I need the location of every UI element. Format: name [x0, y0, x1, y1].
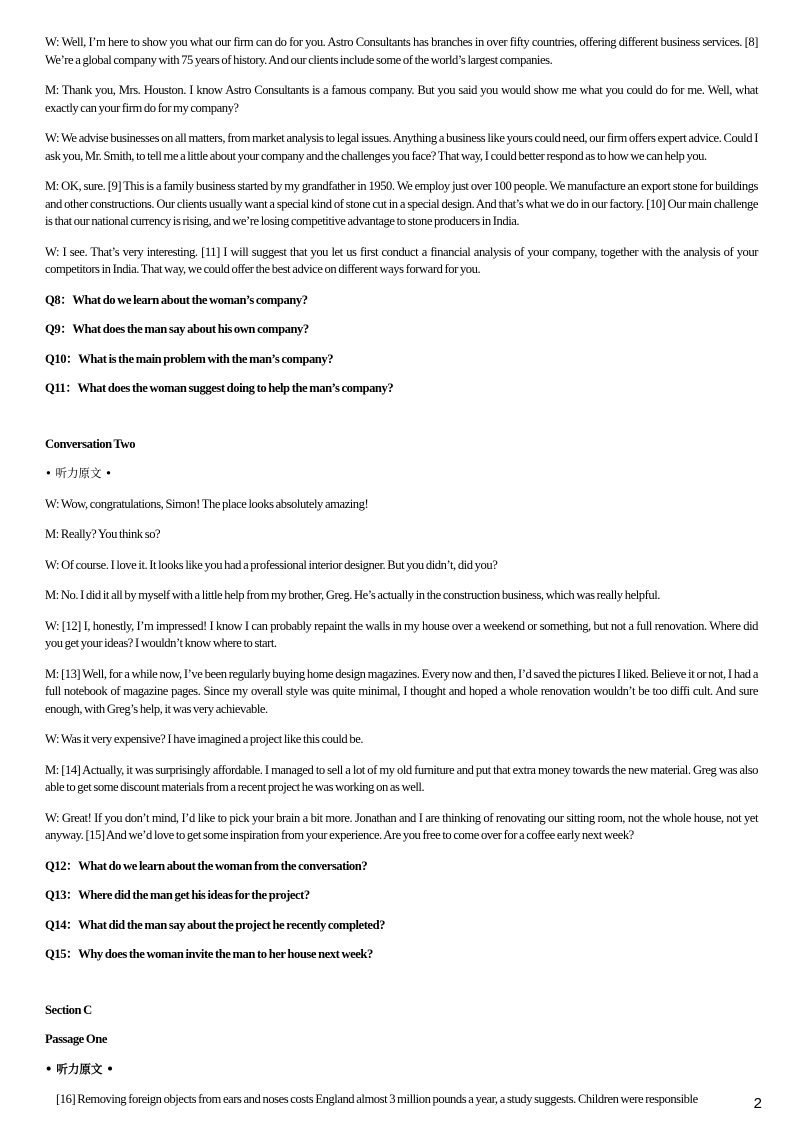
dialogue-line: M: Really? You think so? — [45, 527, 161, 541]
question-q12: Q12：What do we learn about the woman from the conversation? — [45, 858, 368, 873]
page-content — [45, 34, 758, 1122]
dialogue-line: W: Wow, congratulations, Simon! The place looks absolutely amazing! — [45, 496, 369, 511]
spacer — [45, 976, 758, 1002]
question-q8: Q8：What do we learn about the woman’s company? — [45, 292, 308, 307]
question-q11: Q11：What does the woman suggest doing to help the man’s company? — [45, 381, 394, 395]
passage-one-heading: Passage One — [45, 1032, 107, 1046]
page-number: 2 — [753, 1095, 762, 1112]
dialogue-line: M: [14] Actually, it was surprisingly affordable. I managed to sell a lot of my old furniture and put that extra money towards the new material. Greg was also able to get some discount materials from a recent project he was working on as well. — [45, 762, 758, 794]
dialogue-line: M: No. I did it all by myself with a little help from my brother, Greg. He’s actually in the construction business, which was really helpful. — [45, 588, 660, 602]
transcript-marker: • 听力原文 • — [45, 1061, 114, 1076]
conversation-two-heading: Conversation Two — [45, 436, 136, 451]
dialogue-line: W: Well, I’m here to show you what our firm can do for you. Astro Consultants has branches in over fifty countries, offering different business services. [8] We’re a global company with 75 years of history. And our clients include some of the world’s largest companies. — [45, 35, 758, 67]
dialogue-line: W: Was it very expensive? I have imagined a project like this could be. — [45, 732, 364, 746]
question-q10: Q10：What is the main problem with the man’s company? — [45, 351, 334, 366]
question-q15: Q15：Why does the woman invite the man to her house next week? — [45, 947, 373, 961]
dialogue-line: W: Great! If you don’t mind, I’d like to pick your brain a bit more. Jonathan and I are thinking of renovating our sitting room, not the whole house, not yet anyway. [15] And we’d love to get some inspiration from your experience. Are you free to come over for a coffee early next week? — [45, 810, 758, 842]
dialogue-line: W: I see. That’s very interesting. [11] I will suggest that you let us first conduct a financial analysis of your company, together with the analysis of your competitors in India. That way, we could offer the best advice on different ways forward for you. — [45, 244, 758, 276]
section-c-heading: Section C — [45, 1002, 92, 1017]
spacer — [45, 410, 758, 436]
passage-text: [16] Removing foreign objects from ears and noses costs England almost 3 million pounds a year, a study suggests. Children were responsible — [56, 1092, 698, 1106]
dialogue-line: W: [12] I, honestly, I’m impressed! I know I can probably repaint the walls in my house over a weekend or something, but not a full renovation. Where did you get your ideas? I wouldn’t know where to start. — [45, 618, 758, 650]
dialogue-line: W: We advise businesses on all matters, from market analysis to legal issues. Anything a business like yours could need, our firm offers expert advice. Could I ask you, Mr. Smith, to tell me a little about your company and the challenges you face? That way, I could better respond as to how we can help you. — [45, 131, 758, 163]
transcript-marker: • 听力原文 • — [45, 466, 112, 480]
question-q9: Q9：What does the man say about his own company? — [45, 322, 309, 336]
question-q14: Q14：What did the man say about the project he recently completed? — [45, 917, 385, 932]
dialogue-line: W: Of course. I love it. It looks like you had a professional interior designer. But you didn’t, did you? — [45, 557, 498, 572]
question-q13: Q13：Where did the man get his ideas for the project? — [45, 888, 310, 902]
dialogue-line: M: Thank you, Mrs. Houston. I know Astro Consultants is a famous company. But you said you would show me what you could do for me. Well, what exactly can your firm do for my company? — [45, 83, 758, 115]
dialogue-line: M: OK, sure. [9] This is a family business started by my grandfather in 1950. We employ just over 100 people. We manufacture an export stone for buildings and other constructions. Our clients usually want a special kind of stone cut in a special design. And that’s what we do in our factory. [10] Our main challenge is that our national currency is rising, and we’re losing competitive advantage to stone producers in India. — [45, 179, 758, 228]
dialogue-line: M: [13] Well, for a while now, I’ve been regularly buying home design magazines. Every now and then, I’d saved the pictures I liked. Believe it or not, I had a full notebook of magazine pages. Since my overall style was quite minimal, I thought and hoped a whole renovation wouldn’t be too diffi cult. And sure enough, with Greg’s help, it was very achievable. — [45, 666, 758, 716]
